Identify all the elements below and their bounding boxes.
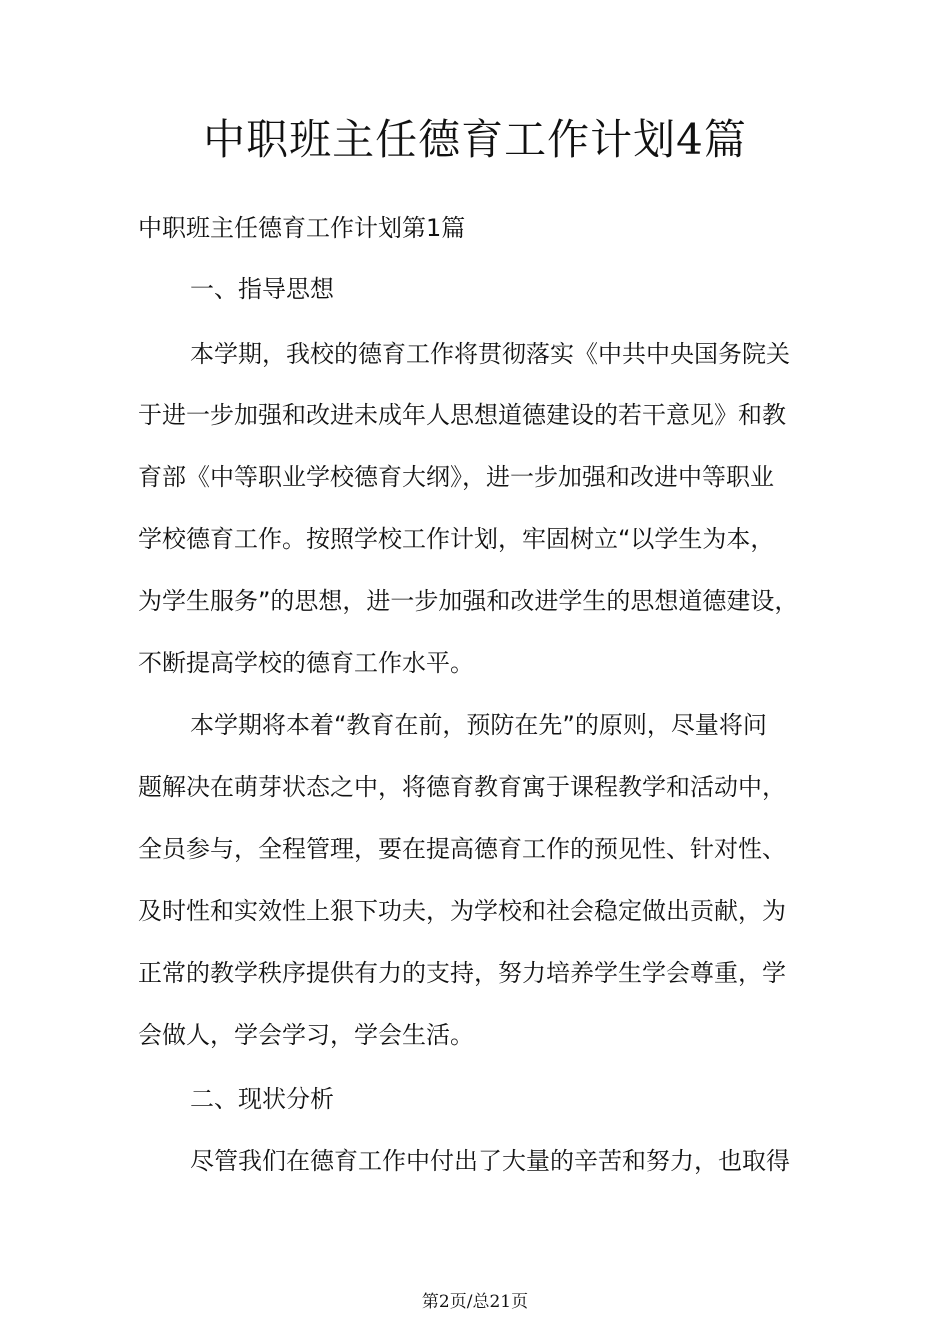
paragraph-line: 本学期将本着“教育在前，预防在先”的原则，尽量将问 — [190, 711, 767, 739]
paragraph-line: 正常的教学秩序提供有力的支持，努力培养学生学会尊重，学 — [138, 959, 786, 987]
paragraph-line: 不断提高学校的德育工作水平。 — [138, 649, 474, 677]
paragraph-line: 题解决在萌芽状态之中，将德育教育寓于课程教学和活动中， — [138, 773, 786, 801]
heading-status-analysis: 二、现状分析 — [190, 1085, 334, 1113]
paragraph-line: 会做人，学会学习，学会生活。 — [138, 1021, 474, 1049]
page-indicator: 第2页/总21页 — [421, 1292, 529, 1312]
document-title: 中职班主任德育工作计划4篇 — [203, 115, 747, 164]
paragraph-line: 于进一步加强和改进未成年人思想道德建设的若干意见》和教 — [138, 401, 786, 429]
paragraph-line: 学校德育工作。按照学校工作计划，牢固树立“以学生为本， — [138, 525, 775, 553]
paragraph-line: 尽管我们在德育工作中付出了大量的辛苦和努力，也取得 — [190, 1147, 790, 1175]
paragraph-line: 全员参与，全程管理，要在提高德育工作的预见性、针对性、 — [138, 835, 786, 863]
paragraph-line: 育部《中等职业学校德育大纲》，进一步加强和改进中等职业 — [138, 463, 774, 491]
paragraph-line: 及时性和实效性上狠下功夫，为学校和社会稳定做出贡献，为 — [138, 897, 786, 925]
section-subtitle: 中职班主任德育工作计划第1篇 — [138, 214, 466, 242]
paragraph-line: 本学期，我校的德育工作将贯彻落实《中共中央国务院关 — [190, 340, 790, 368]
paragraph-line: 为学生服务”的思想，进一步加强和改进学生的思想道德建设， — [138, 587, 799, 615]
heading-guiding-ideology: 一、指导思想 — [190, 275, 334, 303]
